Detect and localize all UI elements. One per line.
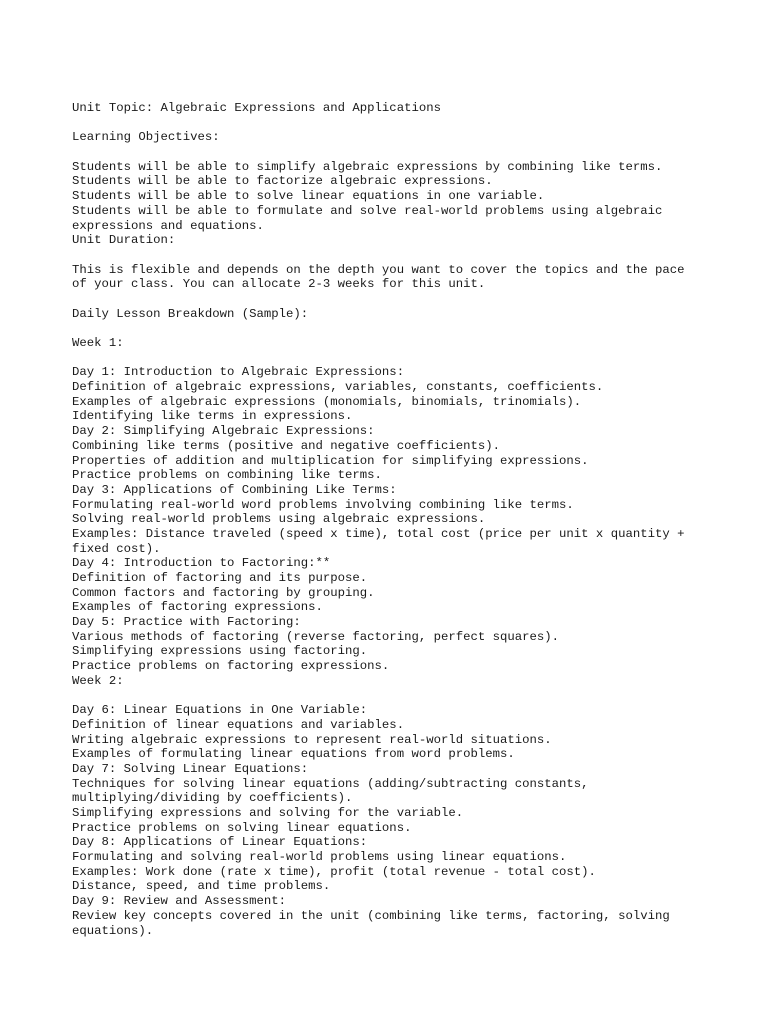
blank-line <box>72 689 712 704</box>
text-line: Distance, speed, and time problems. <box>72 879 331 894</box>
text-line: Students will be able to factorize algebraic expressions. <box>72 174 493 189</box>
text-line: Practice problems on factoring expressions. <box>72 659 390 674</box>
document-body <box>72 101 712 938</box>
text-line: Students will be able to formulate and solve real-world problems using algebraic <box>72 203 663 218</box>
text-line: Definition of algebraic expressions, variables, constants, coefficients. <box>72 380 604 395</box>
blank-line <box>72 116 712 131</box>
text-line: Students will be able to solve linear equations in one variable. <box>72 189 545 204</box>
text-line: of your class. You can allocate 2-3 weeks for this unit. <box>72 277 486 292</box>
text-line: Formulating real-world word problems involving combining like terms. <box>72 497 574 512</box>
text-line: equations). <box>72 923 154 938</box>
text-line: Formulating and solving real-world problems using linear equations. <box>72 850 567 865</box>
text-line: Students will be able to simplify algebraic expressions by combining like terms. <box>72 159 663 174</box>
blank-line <box>72 292 712 307</box>
text-line: Unit Topic: Algebraic Expressions and Applications <box>72 101 441 115</box>
text-line: Day 5: Practice with Factoring: <box>72 615 301 630</box>
text-line: Day 1: Introduction to Algebraic Expressions: <box>72 365 405 380</box>
text-line: Day 2: Simplifying Algebraic Expressions: <box>72 424 375 439</box>
text-line: Writing algebraic expressions to represent real-world situations. <box>72 732 552 747</box>
text-line: Properties of addition and multiplication for simplifying expressions. <box>72 453 589 468</box>
text-line: Unit Duration: <box>72 233 176 248</box>
text-line: Simplifying expressions and solving for the variable. <box>72 806 464 820</box>
text-line: Examples: Distance traveled (speed x time), total cost (price per unit x quantity + <box>72 526 685 541</box>
text-line: Solving real-world problems using algebraic expressions. <box>72 512 486 527</box>
text-line: Identifying like terms in expressions. <box>72 409 353 424</box>
text-line: Combining like terms (positive and negative coefficients). <box>72 438 501 453</box>
blank-line <box>72 321 712 336</box>
text-line: Learning Objectives: <box>72 130 220 145</box>
text-line: Week 1: <box>72 336 124 350</box>
text-line: Day 3: Applications of Combining Like Terms: <box>72 482 397 497</box>
text-line: Day 7: Solving Linear Equations: <box>72 761 309 776</box>
text-line: Techniques for solving linear equations (adding/subtracting constants, <box>72 776 589 791</box>
text-line: expressions and equations. <box>72 218 264 233</box>
text-line: Definition of factoring and its purpose. <box>72 571 368 585</box>
text-line: Daily Lesson Breakdown (Sample): <box>72 306 309 321</box>
text-line: Common factors and factoring by grouping. <box>72 585 375 600</box>
text-line: Examples of factoring expressions. <box>72 600 323 615</box>
blank-line <box>72 248 712 263</box>
text-line: Day 8: Applications of Linear Equations: <box>72 835 368 850</box>
text-line: Simplifying expressions using factoring. <box>72 644 368 659</box>
text-line: Review key concepts covered in the unit (combining like terms, factoring, solving <box>72 908 670 923</box>
text-line: multiplying/dividing by coefficients). <box>72 791 353 806</box>
blank-line <box>72 145 712 160</box>
text-line: Definition of linear equations and variables. <box>72 717 405 732</box>
text-line: Practice problems on combining like terms. <box>72 468 382 483</box>
blank-line <box>72 351 712 366</box>
text-line: Day 6: Linear Equations in One Variable: <box>72 703 368 718</box>
text-line: Examples of formulating linear equations from word problems. <box>72 747 515 762</box>
text-line: fixed cost). <box>72 541 161 556</box>
text-line: Practice problems on solving linear equations. <box>72 820 412 835</box>
text-line: Day 4: Introduction to Factoring:** <box>72 556 331 571</box>
text-line: Various methods of factoring (reverse factoring, perfect squares). <box>72 629 560 644</box>
text-line: Day 9: Review and Assessment: <box>72 894 287 909</box>
text-line: This is flexible and depends on the depth you want to cover the topics and the pace <box>72 262 685 277</box>
text-line: Week 2: <box>72 673 124 688</box>
text-line: Examples of algebraic expressions (monomials, binomials, trinomials). <box>72 394 582 409</box>
text-line: Examples: Work done (rate x time), profit (total revenue - total cost). <box>72 864 596 879</box>
